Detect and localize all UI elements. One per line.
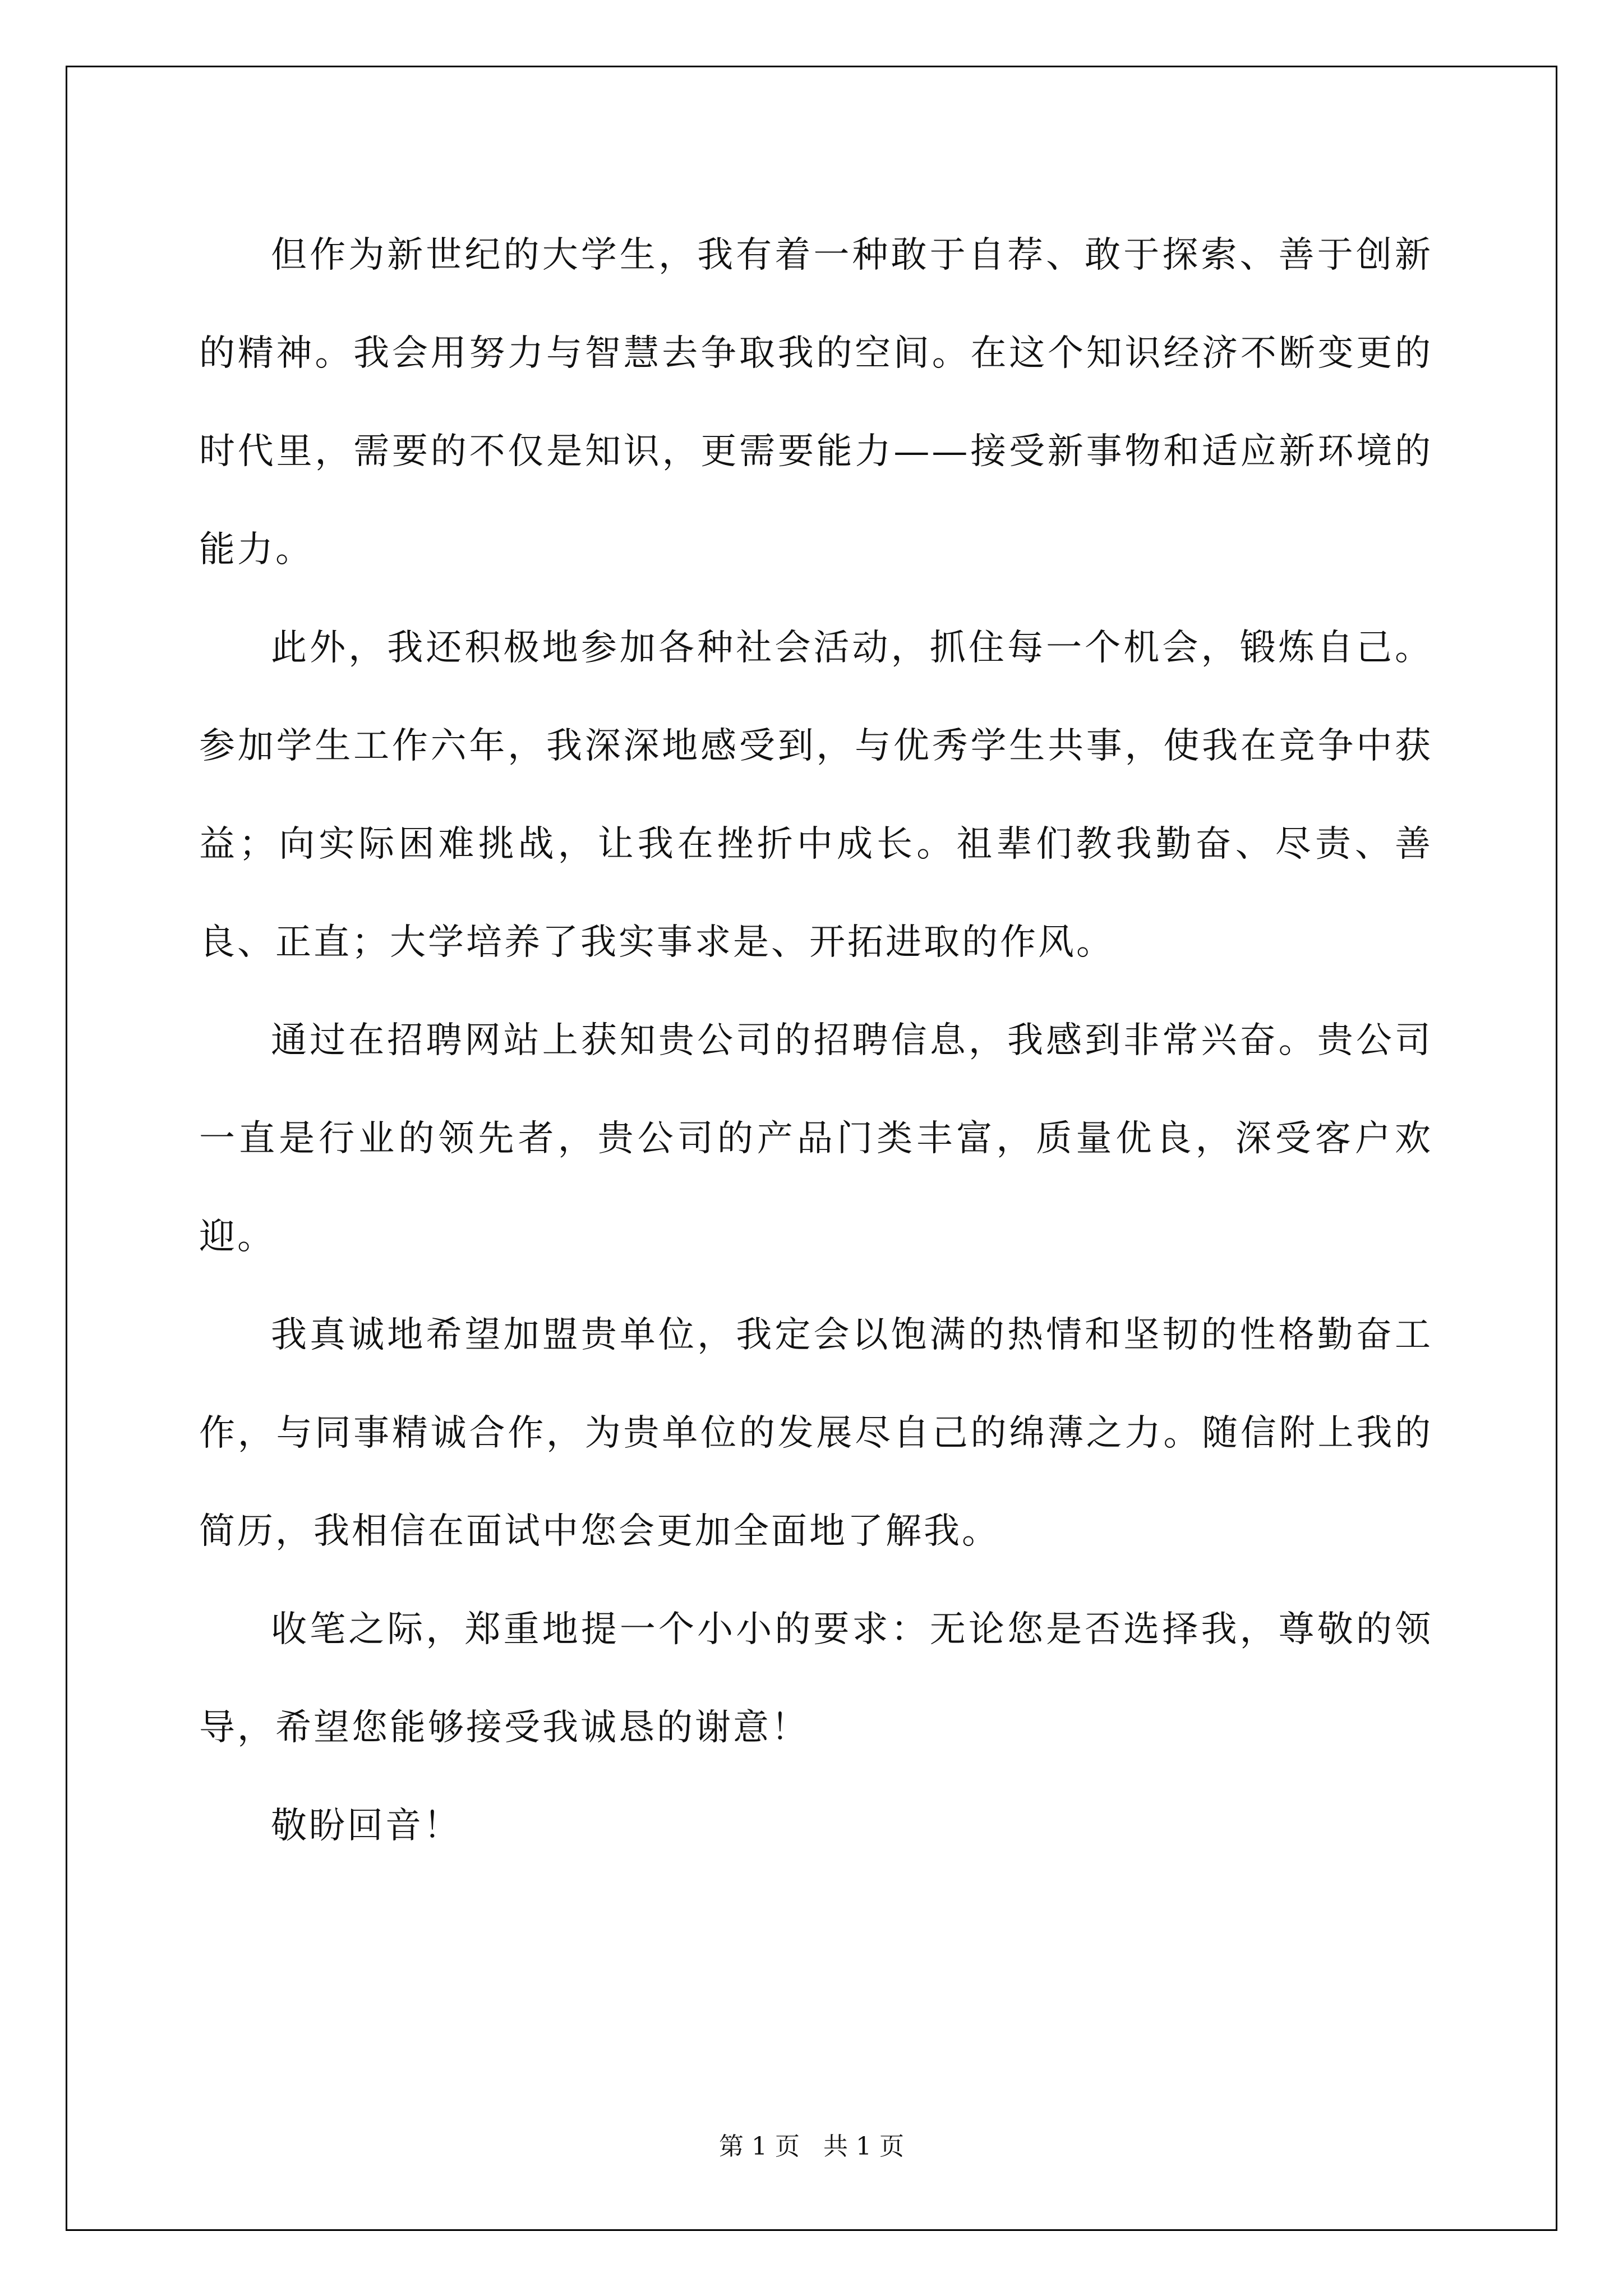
paragraph-2: 此外，我还积极地参加各种社会活动，抓住每一个机会，锻炼自己。参加学生工作六年，我深深地感受到，与优秀学生共事，使我在竞争中获益；向实际困难挑战，让我在挫折中成长。祖辈们教我勤奋、尽责、善良、正直；大学培养了我实事求是、开拓进取的作风。	[199, 627, 1433, 963]
paragraph-5: 收笔之际，郑重地提一个小小的要求：无论您是否选择我，尊敬的领导，希望您能够接受我诚恳的谢意！	[199, 1609, 1433, 1749]
page-number-footer: 第 1 页 共 1 页	[719, 2132, 904, 2161]
letter-body	[199, 206, 1433, 1875]
paragraph-4: 我真诚地希望加盟贵单位，我定会以饱满的热情和坚韧的性格勤奋工作，与同事精诚合作，为贵单位的发展尽自己的绵薄之力。随信附上我的简历，我相信在面试中您会更加全面地了解我。	[199, 1314, 1433, 1552]
paragraph-3: 通过在招聘网站上获知贵公司的招聘信息，我感到非常兴奋。贵公司一直是行业的领先者，贵公司的产品门类丰富，质量优良，深受客户欢迎。	[199, 1020, 1433, 1258]
paragraph-1: 但作为新世纪的大学生，我有着一种敢于自荐、敢于探索、善于创新的精神。我会用努力与智慧去争取我的空间。在这个知识经济不断变更的时代里，需要的不仅是知识，更需要能力——接受新事物和适应新环境的能力。	[199, 234, 1433, 570]
paragraph-6: 敬盼回音！	[271, 1805, 462, 1847]
